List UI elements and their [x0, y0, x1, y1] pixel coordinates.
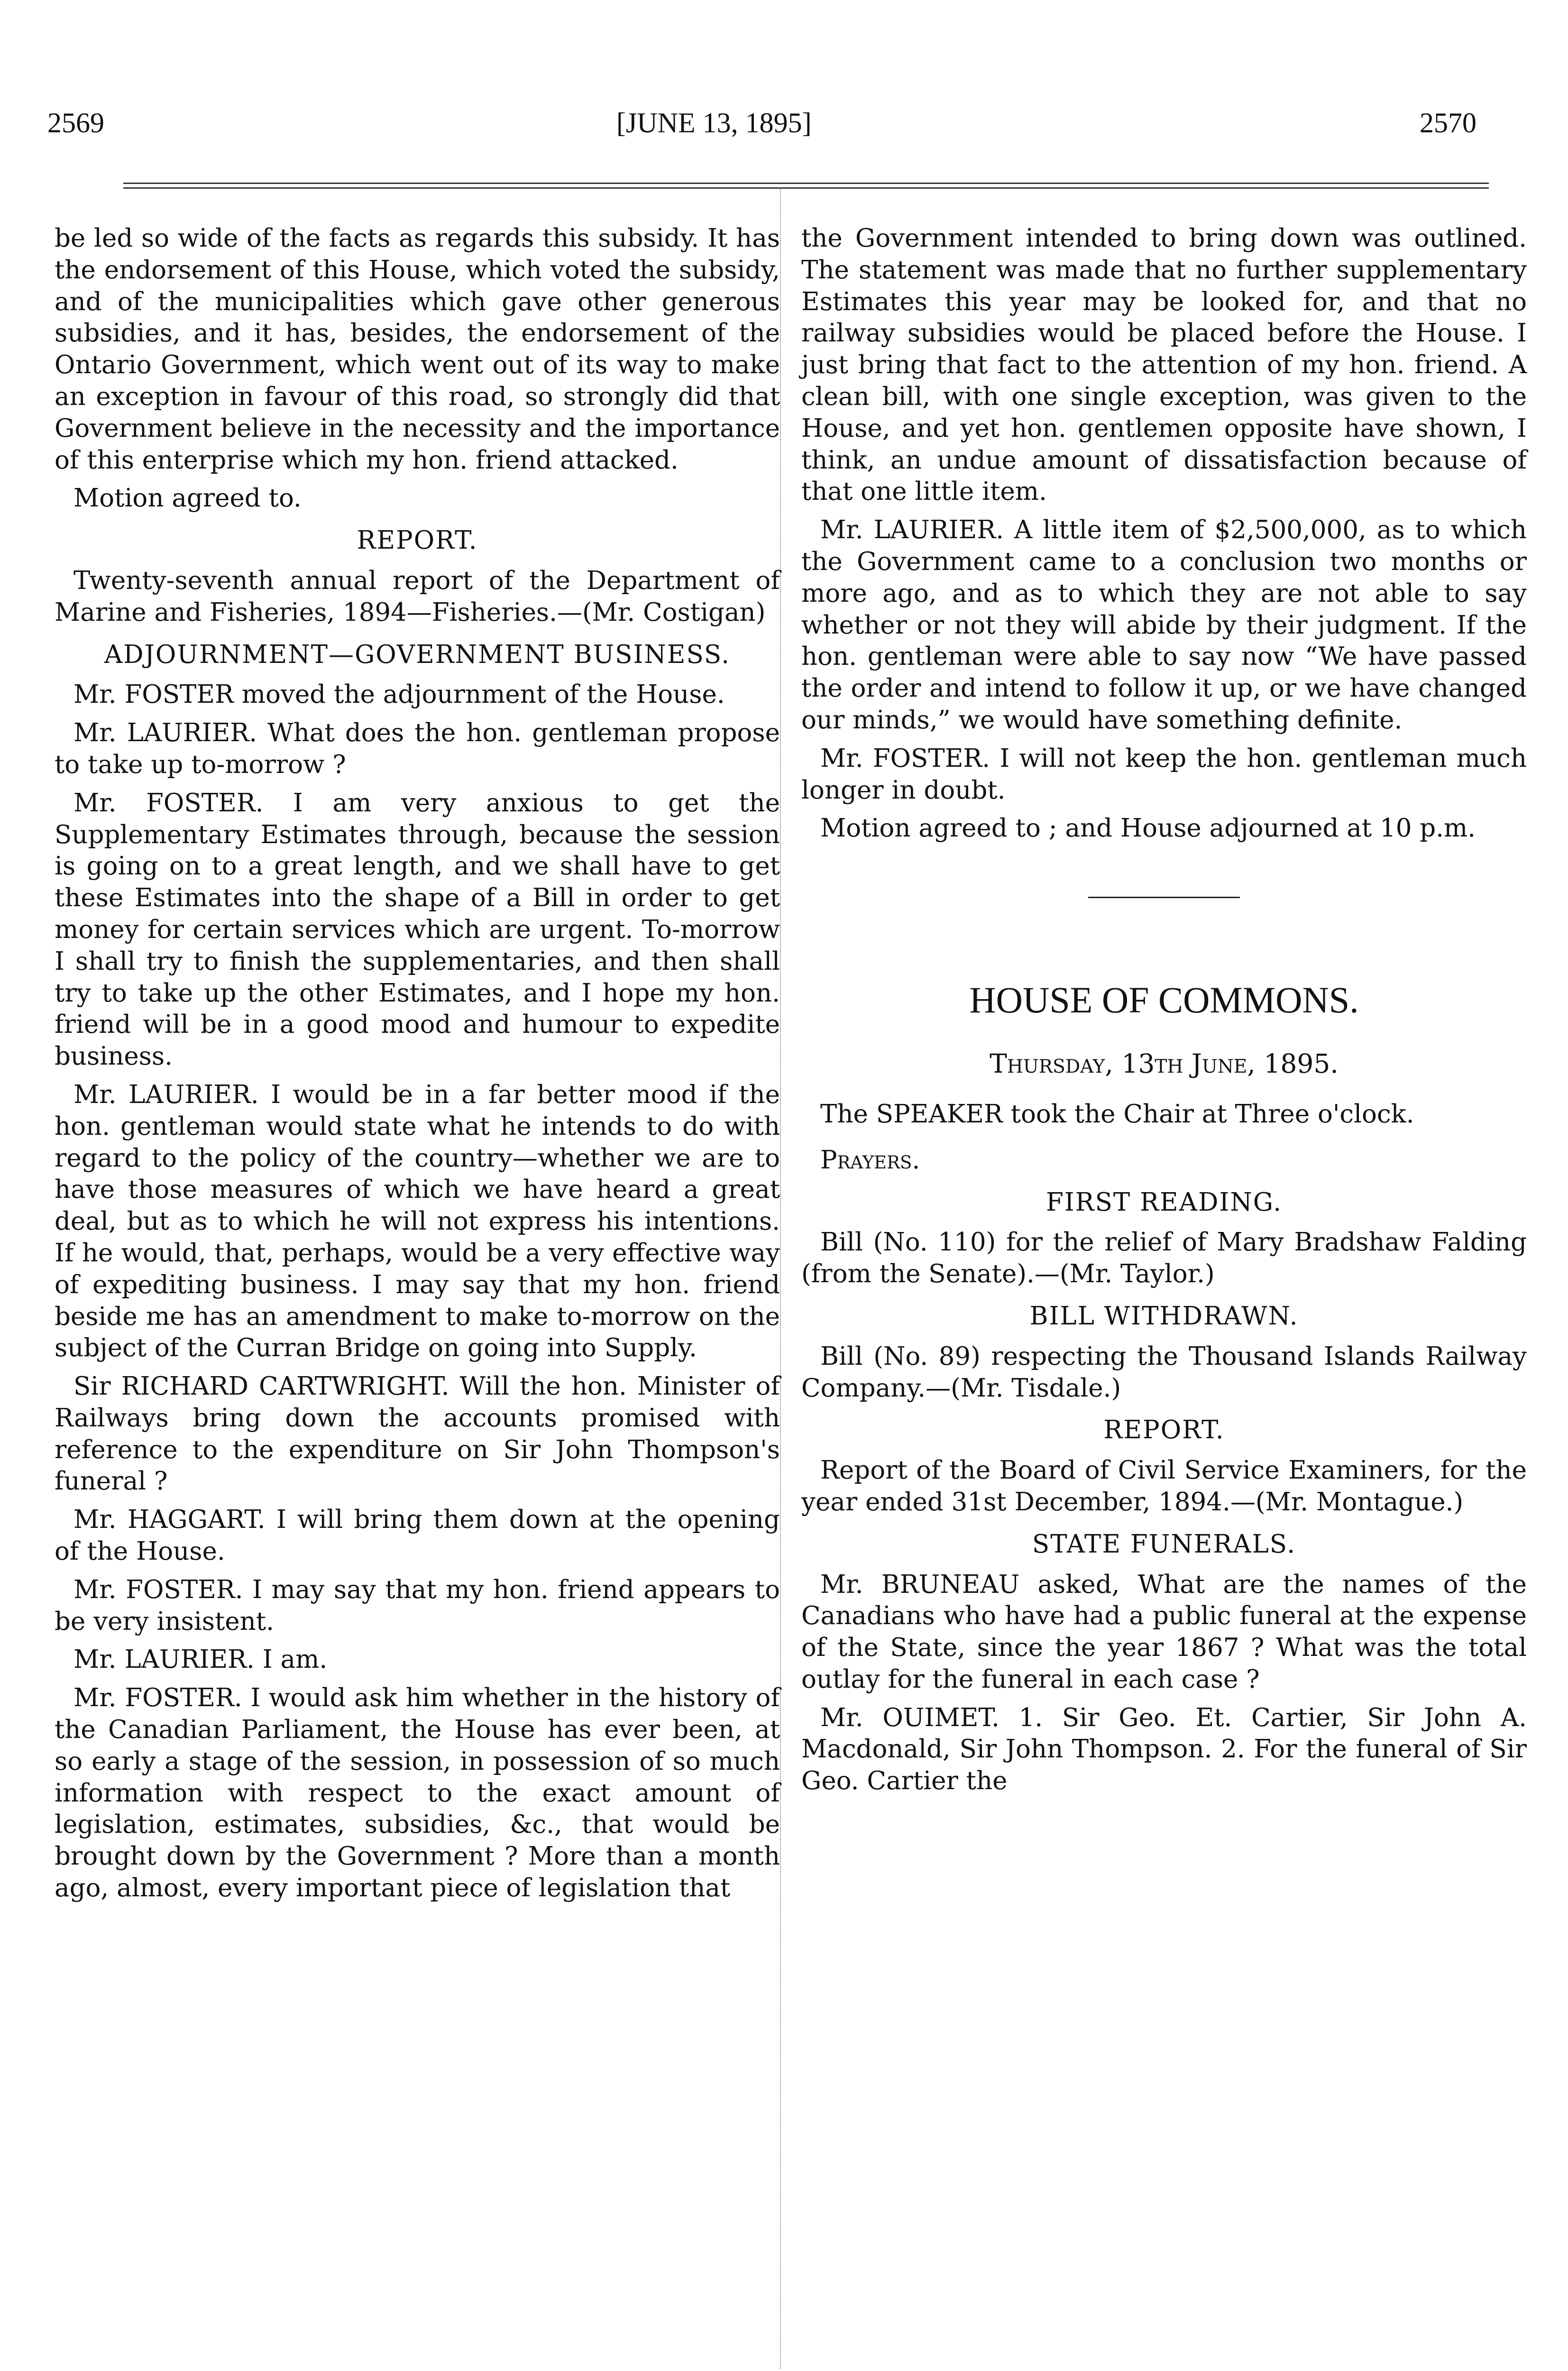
header-rule [123, 183, 1489, 184]
paragraph: Mr. FOSTER. I will not keep the hon. gentleman much longer in doubt. [801, 744, 1527, 805]
left-column [55, 223, 780, 1911]
house-title: HOUSE OF COMMONS. [969, 979, 1359, 1021]
page-number-right: 2570 [1420, 107, 1476, 138]
paragraph: the Government intended to bring down was outlined. The statement was made that no further supplementary Estimates this year may be looked for, and that no railway subsidies would be placed before the House. I just bring that fact to the attention of my hon. friend. A clean bill, with one single exception, was given to the House, and yet hon. gentlemen opposite have shown, I think, an undue amount of dissatisfaction because of that one little item. [801, 224, 1527, 506]
section-heading-adjournment: ADJOURNMENT—GOVERNMENT BUSINESS. [104, 640, 731, 669]
header-date: [JUNE 13, 1895] [616, 107, 812, 138]
paragraph: Mr. FOSTER moved the adjournment of the House. [73, 680, 725, 709]
paragraph: Mr. OUIMET. 1. Sir Geo. Et. Cartier, Sir John A. Macdonald, Sir John Thompson. 2. For the funeral of Sir Geo. Cartier the [801, 1703, 1527, 1796]
header-rule-lower [123, 187, 1489, 189]
paragraph: Sir RICHARD CARTWRIGHT. Will the hon. Minister of Railways bring down the accounts promised with reference to the expenditure on Sir John Thompson's funeral ? [55, 1372, 780, 1496]
paragraph: The SPEAKER took the Chair at Three o'clock. [820, 1099, 1414, 1129]
paragraph: Bill (No. 110) for the relief of Mary Bradshaw Falding (from the Senate).—(Mr. Taylor.) [801, 1228, 1527, 1289]
paragraph: Motion agreed to ; and House adjourned at 10 p.m. [820, 814, 1476, 843]
paragraph: Mr. FOSTER. I am very anxious to get the Supplementary Estimates through, because the session is going on to a great length, and we shall have to get these Estimates into the shape of a Bill in order to get money for certain services which are urgent. To-morrow I shall try to finish the supplementaries, and then shall try to take up the other Estimates, and I hope my hon. friend will be in a good mood and humour to expedite business. [55, 788, 780, 1071]
paragraph: Mr. FOSTER. I may say that my hon. friend appears to be very insistent. [55, 1575, 780, 1636]
section-heading-first-reading: FIRST READING. [1045, 1187, 1283, 1217]
section-heading-report: REPORT. [1103, 1415, 1225, 1445]
paragraph: Bill (No. 89) respecting the Thousand Islands Railway Company.—(Mr. Tisdale.) [801, 1342, 1527, 1403]
section-separator [801, 897, 1527, 898]
page-number-left: 2569 [47, 107, 104, 138]
paragraph: Mr. LAURIER. What does the hon. gentleman propose to take up to-morrow ? [55, 718, 780, 779]
prayers-heading: Prayers. [820, 1145, 920, 1175]
sitting-date: Thursday, 13th June, 1895. [990, 1048, 1339, 1079]
section-heading-state-funerals: STATE FUNERALS. [1032, 1529, 1296, 1559]
section-heading-report: REPORT. [357, 526, 478, 555]
paragraph: be led so wide of the facts as regards this subsidy. It has the endorsement of this House, which voted the subsidy, and of the municipalities which gave other generous subsidies, and it has, besides, the endorsement of the Ontario Government, which went out of its way to make an exception in favour of this road, so strongly did that Government believe in the necessity and the importance of this enterprise which my hon. friend attacked. [55, 224, 780, 475]
paragraph: Mr. HAGGART. I will bring them down at the opening of the House. [55, 1505, 780, 1566]
paragraph: Mr. BRUNEAU asked, What are the names of the Canadians who have had a public funeral at the expense of the State, since the year 1867 ? What was the total outlay for the funeral in each case ? [801, 1570, 1527, 1694]
paragraph: Mr. FOSTER. I would ask him whether in the history of the Canadian Parliament, the House has ever been, at so early a stage of the session, in possession of so much information with respect to the exact amount of legislation, estimates, subsidies, &c., that would be brought down by the Government ? More than a month ago, almost, every important piece of legislation that [55, 1683, 780, 1903]
paragraph: Motion agreed to. [73, 484, 302, 513]
column-divider [780, 187, 781, 2369]
page-header [0, 107, 1568, 149]
paragraph: Mr. LAURIER. A little item of $2,500,000, as to which the Government came to a conclusion two months or more ago, and as to which they are not able to say whether or not they will abide by their judgment. If the hon. gentleman were able to say now “We have passed the order and intend to follow it up, or we have changed our minds,” we would have something definite. [801, 515, 1527, 735]
section-heading-bill-withdrawn: BILL WITHDRAWN. [1029, 1301, 1299, 1331]
paragraph: Report of the Board of Civil Service Examiners, for the year ended 31st December, 1894.—(Mr. Montague.) [801, 1456, 1527, 1516]
paragraph: Mr. LAURIER. I am. [73, 1645, 328, 1674]
paragraph: Mr. LAURIER. I would be in a far better mood if the hon. gentleman would state what he intends to do with regard to the policy of the country—whether we are to have those measures of which we have heard a great deal, but as to which he will not express his intentions. If he would, that, perhaps, would be a very effective way of expediting business. I may say that my hon. friend beside me has an amendment to make to-morrow on the subject of the Curran Bridge on going into Supply. [55, 1080, 780, 1363]
paragraph: Twenty-seventh annual report of the Department of Marine and Fisheries, 1894—Fisheries.—(Mr. Costigan) [55, 566, 780, 627]
right-column [801, 223, 1527, 1804]
